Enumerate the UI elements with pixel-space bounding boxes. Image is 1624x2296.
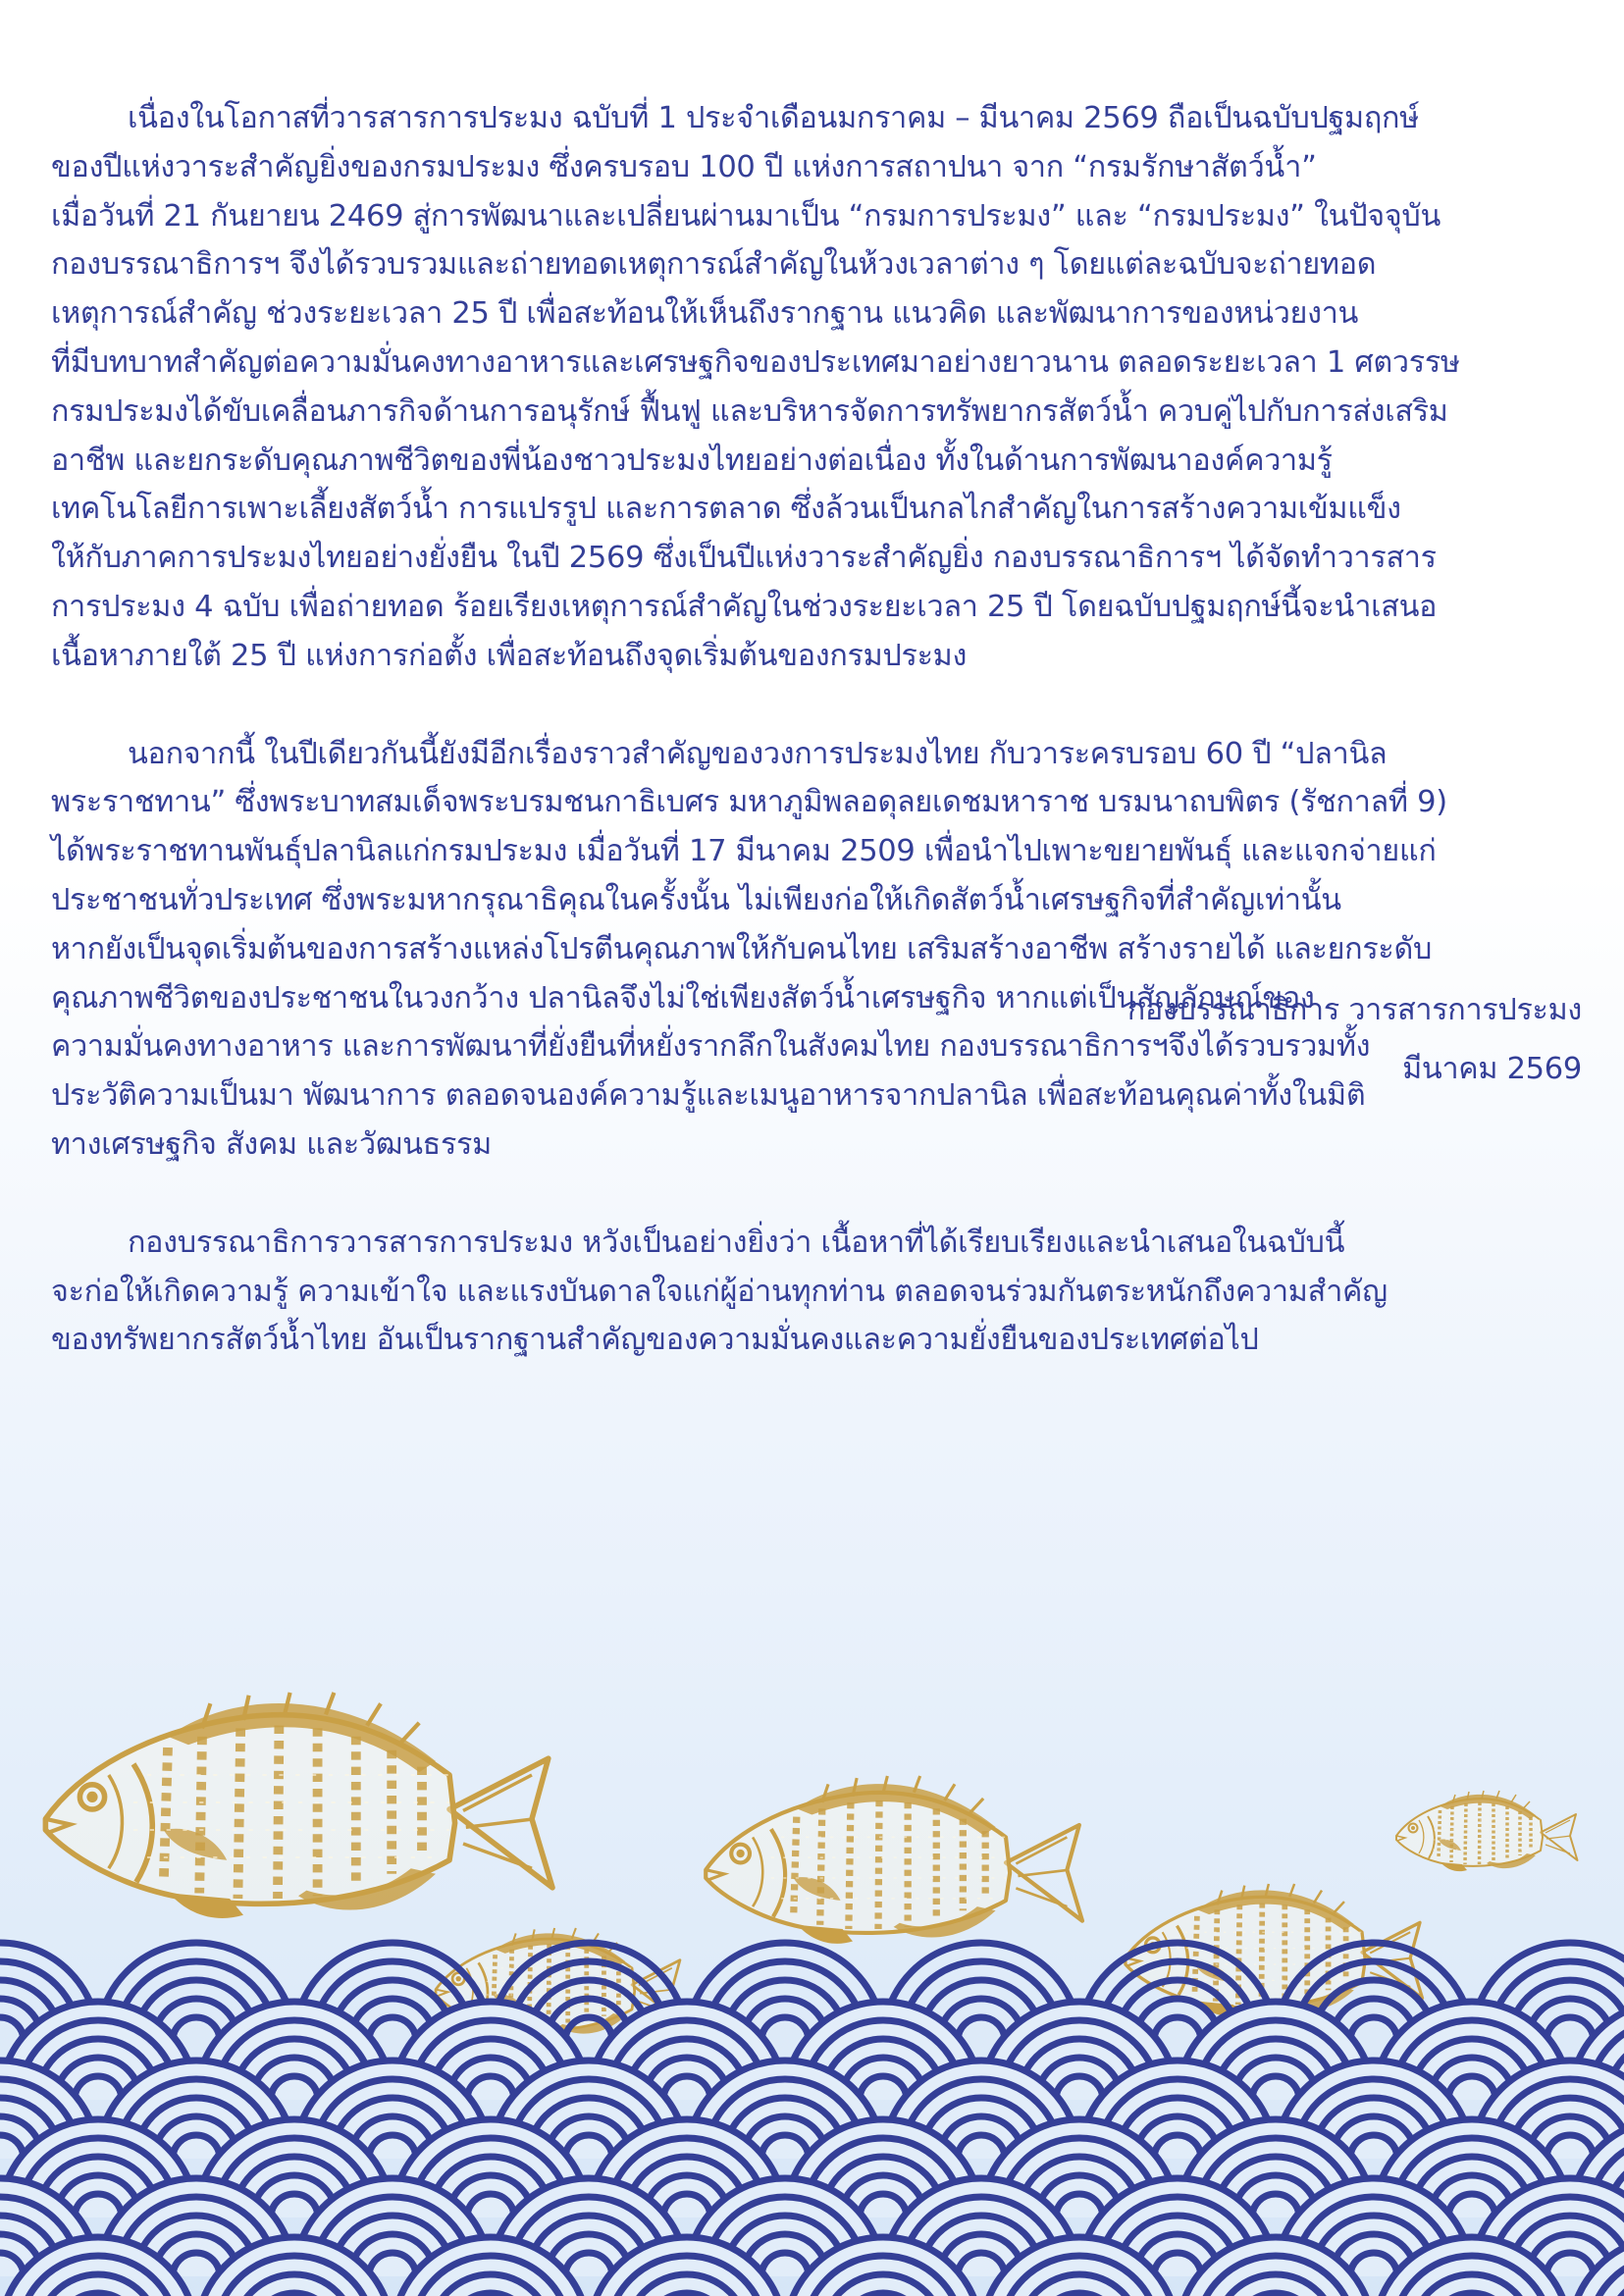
text-line: จะก่อให้เกิดความรู้ ความเข้าใจ และแรงบันดาลใจแก่ผู้อ่านทุกท่าน ตลอดจนร่วมกันตระหนักถึงความสำคัญ	[51, 1274, 1388, 1309]
text-line: ได้พระราชทานพันธุ์ปลานิลแก่กรมประมง เมื่อวันที่ 17 มีนาคม 2509 เพื่อนำไปเพาะขยายพันธุ์ และแจกจ่ายแก่	[51, 834, 1437, 869]
text-line: ของทรัพยากรสัตว์น้ำไทย อันเป็นรากฐานสำคัญของความมั่นคงและความยั่งยืนของประเทศต่อไป	[51, 1323, 1259, 1358]
text-line: การประมง 4 ฉบับ เพื่อถ่ายทอด ร้อยเรียงเหตุการณ์สำคัญในช่วงระยะเวลา 25 ปี โดยฉบับปฐมฤกษ์นี้จะนำเสนอ	[51, 589, 1438, 624]
text-line: เทคโนโลยีการเพาะเลี้ยงสัตว์น้ำ การแปรรูป และการตลาด ซึ่งล้วนเป็นกลไกสำคัญในการสร้างความเข้มแข็ง	[51, 492, 1401, 527]
text-line: นอกจากนี้ ในปีเดียวกันนี้ยังมีอีกเรื่องราวสำคัญของวงการประมงไทย กับวาระครบรอบ 60 ปี “ปลานิล	[128, 736, 1388, 771]
text-line: ให้กับภาคการประมงไทยอย่างยั่งยืน ในปี 2569 ซึ่งเป็นปีแห่งวาระสำคัญยิ่ง กองบรรณาธิการฯ ได้จัดทำวารสาร	[51, 541, 1437, 576]
signature-author: กองบรรณาธิการ วารสารการประมง	[1126, 993, 1582, 1027]
text-line: ของปีแห่งวาระสำคัญยิ่งของกรมประมง ซึ่งครบรอบ 100 ปี แห่งการสถาปนา จาก “กรมรักษาสัตว์น้ำ”	[51, 149, 1317, 184]
text-line: ประชาชนทั่วประเทศ ซึ่งพระมหากรุณาธิคุณในครั้งนั้น ไม่เพียงก่อให้เกิดสัตว์น้ำเศรษฐกิจที่สำคัญเท่านั้น	[51, 882, 1341, 917]
text-line: กองบรรณาธิการฯ จึงได้รวบรวมและถ่ายทอดเหตุการณ์สำคัญในห้วงเวลาต่าง ๆ โดยแต่ละฉบับจะถ่ายทอด	[51, 247, 1377, 283]
text-line: หากยังเป็นจุดเริ่มต้นของการสร้างแหล่งโปรตีนคุณภาพให้กับคนไทย เสริมสร้างอาชีพ สร้างรายได้ และยกระดับ	[51, 931, 1433, 966]
text-line: ความมั่นคงทางอาหาร และการพัฒนาที่ยั่งยืนที่หยั่งรากลึกในสังคมไทย กองบรรณาธิการฯจึงได้รวบรวมทั้ง	[51, 1029, 1371, 1065]
signature-date: มีนาคม 2569	[1402, 1052, 1582, 1086]
seigaiha-wave-icon	[0, 1943, 1624, 2296]
text-line: กองบรรณาธิการวารสารการประมง หวังเป็นอย่างยิ่งว่า เนื้อหาที่ได้เรียบเรียงและนำเสนอในฉบับนี้	[128, 1225, 1345, 1260]
fish-2-icon	[706, 1776, 1082, 1944]
fish-1-icon	[45, 1693, 552, 1918]
text-line: เนื่องในโอกาสที่วารสารการประมง ฉบับที่ 1 ประจำเดือนมกราคม – มีนาคม 2569 ถือเป็นฉบับปฐมฤกษ์	[128, 101, 1419, 135]
text-line: พระราชทาน” ซึ่งพระบาทสมเด็จพระบรมชนกาธิเบศร มหาภูมิพลอดุลยเดชมหาราช บรมนาถบพิตร (รัชกาลที่ 9)	[51, 785, 1447, 820]
text-line: เหตุการณ์สำคัญ ช่วงระยะเวลา 25 ปี เพื่อสะท้อนให้เห็นถึงรากฐาน แนวคิด และพัฒนาการของหน่วยงาน	[51, 296, 1359, 332]
text-line: กรมประมงได้ขับเคลื่อนภารกิจด้านการอนุรักษ์ ฟื้นฟู และบริหารจัดการทรัพยากรสัตว์น้ำ ควบคู่ไปกับการส่งเสริม	[51, 393, 1448, 429]
text-line: เมื่อวันที่ 21 กันยายน 2469 สู่การพัฒนาและเปลี่ยนผ่านมาเป็น “กรมการประมง” และ “กรมประมง” ในปัจจุบัน	[51, 198, 1441, 234]
text-line: ที่มีบทบาทสำคัญต่อความมั่นคงทางอาหารและเศรษฐกิจของประเทศมาอย่างยาวนาน ตลอดระยะเวลา 1 ศตวรรษ	[51, 344, 1460, 380]
text-line: เนื้อหาภายใต้ 25 ปี แห่งการก่อตั้ง เพื่อสะท้อนถึงจุดเริ่มต้นของกรมประมง	[51, 638, 968, 673]
text-line: อาชีพ และยกระดับคุณภาพชีวิตของพี่น้องชาวประมงไทยอย่างต่อเนื่อง ทั้งในด้านการพัฒนาองค์ความรู้	[51, 443, 1333, 478]
text-line: คุณภาพชีวิตของประชาชนในวงกว้าง ปลานิลจึงไม่ใช่เพียงสัตว์น้ำเศรษฐกิจ หากแต่เป็นสัญลักษณ์ของ	[51, 980, 1315, 1016]
fish-5-icon	[1396, 1791, 1578, 1871]
text-line: ประวัติความเป็นมา พัฒนาการ ตลอดจนองค์ความรู้และเมนูอาหารจากปลานิล เพื่อสะท้อนคุณค่าทั้งในมิติ	[51, 1078, 1366, 1114]
text-line: ทางเศรษฐกิจ สังคม และวัฒนธรรม	[51, 1126, 492, 1162]
